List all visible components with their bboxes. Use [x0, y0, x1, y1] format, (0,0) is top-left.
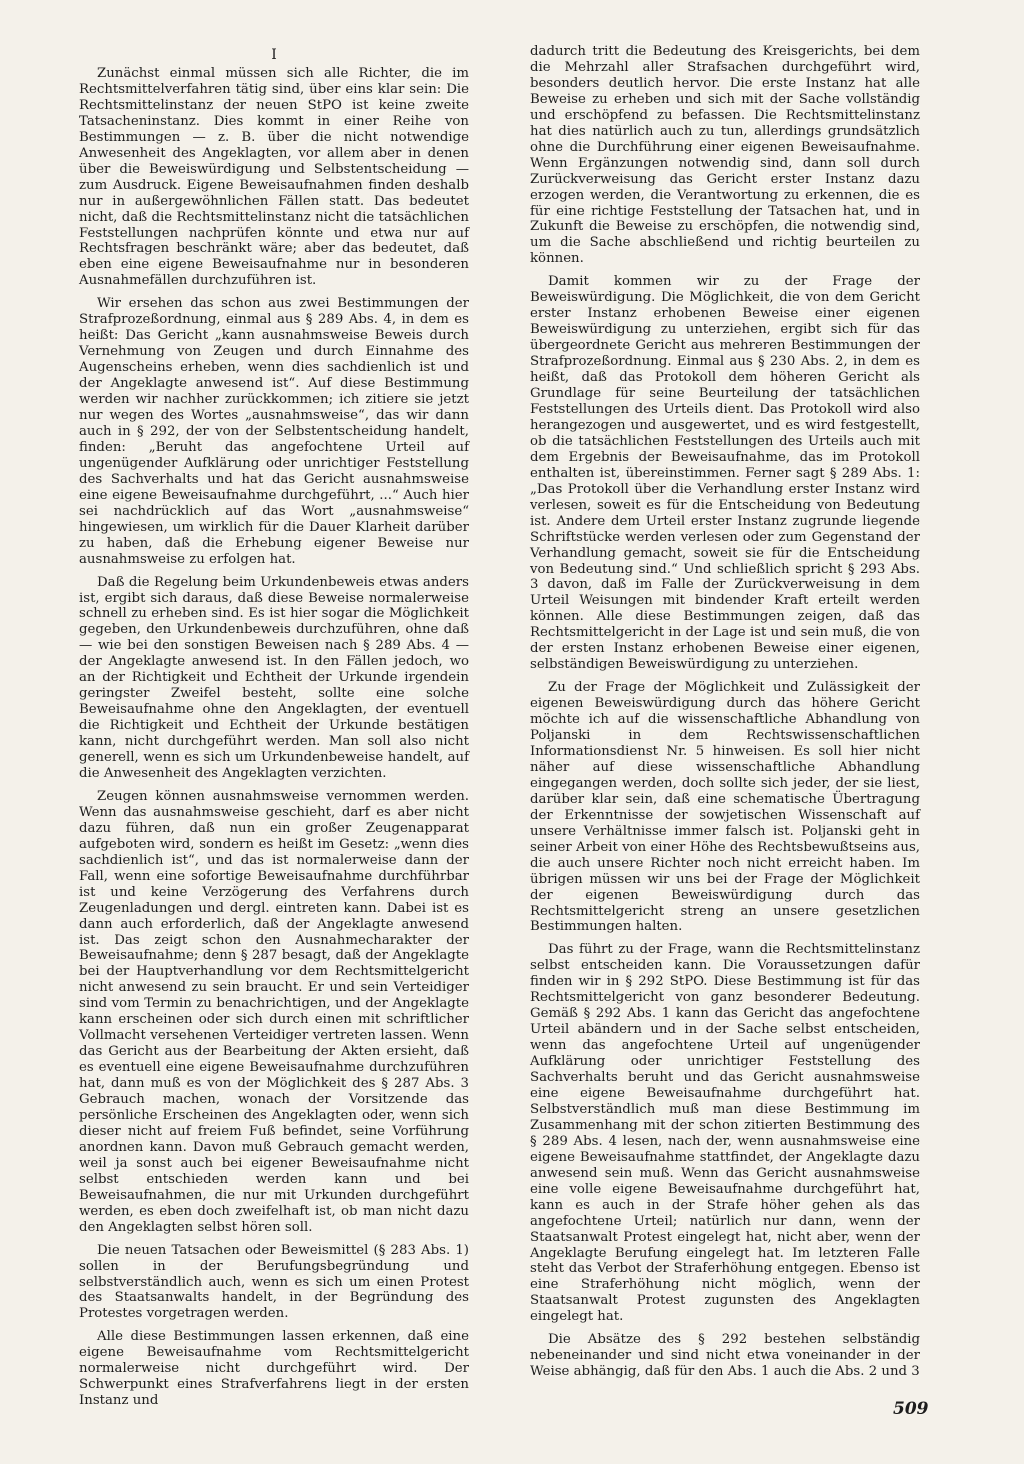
section-heading: I [271, 47, 277, 63]
right-column [530, 44, 920, 1387]
left-column [79, 48, 469, 1416]
page-number: 509 [893, 1399, 929, 1419]
paragraph: Die Absätze des § 292 bestehen selbständig nebeneinander und sind nicht etwa voneinander in der Weise abhängig, daß für den Abs. 1 auch die Abs. 2 und 3 [530, 1332, 920, 1380]
paragraph: Das führt zu der Frage, wann die Rechtsmittelinstanz selbst entscheiden kann. Die Voraussetzungen dafür finden wir in § 292 StPO. Diese Bestimmung ist für das Rechtsmittelgericht von ganz besonderer Bedeutung. Gemäß § 292 Abs. 1 kann das Gericht das angefochtene Urteil abändern und in der Sache selbst entscheiden, wenn das angefochtene Urteil auf ungenügender Aufklärung oder unrichtiger Feststellung des Sachverhalts beruht und das Gericht ausnahmsweise eine eigene Beweisaufnahme durchgeführt hat. Selbstverständlich muß man diese Bestimmung im Zusammenhang mit der schon zitierten Bestimmung des § 289 Abs. 4 lesen, nach der, wenn ausnahmsweise eine eigene Beweisaufnahme stattfindet, der Angeklagte dazu anwesend sein muß. Wenn das Gericht ausnahmsweise eine volle eigene Beweisaufnahme durchgeführt hat, kann es auch in der Strafe höher gehen als das angefochtene Urteil; natürlich nur dann, wenn der Staatsanwalt Protest eingelegt hat, nicht aber, wenn der Angeklagte Berufung eingelegt hat. Im letzteren Falle steht das Verbot der Straferhöhung entgegen. Ebenso ist eine Straferhöhung nicht möglich, wenn der Staatsanwalt Protest zugunsten des Angeklagten eingelegt hat. [530, 942, 920, 1325]
paragraph: Daß die Regelung beim Urkundenbeweis etwas anders ist, ergibt sich daraus, daß diese Beweise normalerweise schnell zu erheben sind. Es ist hier sogar die Möglichkeit gegeben, den Urkundenbeweis durchzuführen, ohne daß — wie bei den sonstigen Beweisen nach § 289 Abs. 4 — der Angeklagte anwesend ist. In den Fällen jedoch, wo an der Richtigkeit und Echtheit der Urkunde irgendein geringster Zweifel besteht, sollte eine solche Beweisaufnahme ohne den Angeklagten, der eventuell die Richtigkeit und Echtheit der Urkunde bestätigen kann, nicht durchgeführt werden. Man soll also nicht generell, wenn es sich um Urkundenbeweise handelt, auf die Anwesenheit des Angeklagten verzichten. [79, 574, 469, 781]
paragraph: Damit kommen wir zu der Frage der Beweiswürdigung. Die Möglichkeit, die von dem Gericht erster Instanz erhobenen Beweise einer eigenen Beweiswürdigung zu unterziehen, ergibt sich für das übergeordnete Gericht aus mehreren Bestimmungen der Strafprozeßordnung. Einmal aus § 230 Abs. 2, in dem es heißt, daß das Protokoll dem höheren Gericht als Grundlage für seine Beurteilung der tatsächlichen Feststellungen des Urteils dient. Das Protokoll wird also herangezogen und ausgewertet, und es wird festgestellt, ob die tatsächlichen Feststellungen des Urteils auch mit dem Ergebnis der Beweisaufnahme, das im Protokoll enthalten ist, übereinstimmen. Ferner sagt § 289 Abs. 1: „Das Protokoll über die Verhandlung erster Instanz wird verlesen, soweit es für die Entscheidung von Bedeutung ist. Andere dem Urteil erster Instanz zugrunde liegende Schriftstücke werden verlesen oder zum Gegenstand der Verhandlung gemacht, soweit sie für die Entscheidung von Bedeutung sind.“ Und schließlich spricht § 293 Abs. 3 davon, daß im Falle der Zurückverweisung in dem Urteil Weisungen mit bindender Kraft erteilt werden können. Alle diese Bestimmungen zeigen, daß das Rechtsmittelgericht in der Lage ist und sein muß, die von der ersten Instanz erhobenen Beweise einer eigenen, selbständigen Beweiswürdigung zu unterziehen. [530, 274, 920, 673]
paragraph: dadurch tritt die Bedeutung des Kreisgerichts, bei dem die Mehrzahl aller Strafsachen durchgeführt wird, besonders deutlich hervor. Die erste Instanz hat alle Beweise zu erheben und sich mit der Sache vollständig und erschöpfend zu befassen. Die Rechtsmittelinstanz hat dies natürlich auch zu tun, allerdings grundsätzlich ohne die Durchführung einer eigenen Beweisaufnahme. Wenn Ergänzungen notwendig sind, dann soll durch Zurückverweisung das Gericht erster Instanz dazu erzogen werden, die Verantwortung zu erkennen, die es für eine richtige Feststellung der Tatsachen hat, und in Zukunft die Beweise zu erschöpfen, die notwendig sind, um die Sache abschließend und richtig beurteilen zu können. [530, 44, 920, 267]
paragraph: Wir ersehen das schon aus zwei Bestimmungen der Strafprozeßordnung, einmal aus § 289 Abs. 4, in dem es heißt: Das Gericht „kann ausnahmsweise Beweis durch Vernehmung von Zeugen und durch Einnahme des Augenscheins erheben, wenn dies sachdienlich ist und der Angeklagte anwesend ist“. Auf diese Bestimmung werden wir nachher zurückkommen; ich zitiere sie jetzt nur wegen des Wortes „ausnahmsweise“, das wir dann auch in § 292, der von der Selbstentscheidung handelt, finden: „Beruht das angefochtene Urteil auf ungenügender Aufklärung oder unrichtiger Feststellung des Sachverhalts und hat das Gericht ausnahmsweise eine eigene Beweisaufnahme durchgeführt, ...“ Auch hier sei nachdrücklich auf das Wort „ausnahmsweise“ hingewiesen, um wirklich für die Dauer Klarheit darüber zu haben, daß die Erhebung eigener Beweise nur ausnahmsweise zu erfolgen hat. [79, 296, 469, 567]
paragraph: Alle diese Bestimmungen lassen erkennen, daß eine eigene Beweisaufnahme vom Rechtsmittelgericht normalerweise nicht durchgeführt wird. Der Schwerpunkt eines Strafverfahrens liegt in der ersten Instanz und [79, 1329, 469, 1409]
paragraph: Zeugen können ausnahmsweise vernommen werden. Wenn das ausnahmsweise geschieht, darf es aber nicht dazu führen, daß nun ein großer Zeugenapparat aufgeboten wird, sondern es heißt im Gesetz: „wenn dies sachdienlich ist“, und das ist normalerweise dann der Fall, wenn eine sofortige Beweisaufnahme durchführbar ist und keine Verzögerung des Verfahrens durch Zeugenladungen und dergl. eintreten kann. Dabei ist es dann auch erforderlich, daß der Angeklagte anwesend ist. Das zeigt schon den Ausnahmecharakter der Beweisaufnahme; denn § 287 besagt, daß der Angeklagte bei der Hauptverhandlung vor dem Rechtsmittelgericht nicht anwesend zu sein braucht. Er und sein Verteidiger sind vom Termin zu benachrichtigen, und der Angeklagte kann erscheinen oder sich durch einen mit schriftlicher Vollmacht versehenen Verteidiger vertreten lassen. Wenn das Gericht aus der Bearbeitung der Akten ersieht, daß es eventuell eine eigene Beweisaufnahme durchzuführen hat, dann muß es von der Möglichkeit des § 287 Abs. 3 Gebrauch machen, wonach der Vorsitzende das persönliche Erscheinen des Angeklagten oder, wenn sich dieser nicht auf freiem Fuß befindet, seine Vorführung anordnen kann. Davon muß Gebrauch gemacht werden, weil ja sonst auch bei eigener Beweisaufnahme nicht selbst entschieden werden kann und bei Beweisaufnahmen, die nur mit Urkunden durchgeführt werden, es eben doch zweifelhaft ist, ob man nicht dazu den Angeklagten selbst hören soll. [79, 788, 469, 1235]
paragraph: Zu der Frage der Möglichkeit und Zulässigkeit der eigenen Beweiswürdigung durch das höhere Gericht möchte ich auf die wissenschaftliche Abhandlung von Poljanski in dem Rechtswissenschaftlichen Informationsdienst Nr. 5 hinweisen. Es soll hier nicht näher auf diese wissenschaftliche Abhandlung eingegangen werden, doch sollte sich jeder, der sie liest, darüber klar sein, daß eine schematische Übertragung der Erkenntnisse der sowjetischen Wissenschaft auf unsere Verhältnisse immer falsch ist. Poljanski geht in seiner Arbeit von einer Höhe des Rechtsbewußtseins aus, die auch unsere Richter noch nicht erreicht haben. Im übrigen müssen wir uns bei der Frage der Möglichkeit der eigenen Beweiswürdigung durch das Rechtsmittelgericht streng an unsere gesetzlichen Bestimmungen halten. [530, 680, 920, 935]
paragraph: Zunächst einmal müssen sich alle Richter, die im Rechtsmittelverfahren tätig sind, über eins klar sein: Die Rechtsmittelinstanz der neuen StPO ist keine zweite Tatsacheninstanz. Dies kommt in einer Reihe von Bestimmungen — z. B. über die nicht notwendige Anwesenheit des Angeklagten, vor allem aber in denen über die Beweiswürdigung und Selbstentscheidung — zum Ausdruck. Eigene Beweisaufnahmen finden deshalb nur in außergewöhnlichen Fällen statt. Das bedeutet nicht, daß die Rechtsmittelinstanz nicht die tatsächlichen Feststellungen nachprüfen könnte und etwa nur auf Rechtsfragen beschränkt wäre; aber das bedeutet, daß eben eine eigene Beweisaufnahme nur in besonderen Ausnahmefällen durchzuführen ist. [79, 66, 469, 289]
paragraph: Die neuen Tatsachen oder Beweismittel (§ 283 Abs. 1) sollen in der Berufungsbegründung und selbstverständlich auch, wenn es sich um einen Protest des Staatsanwalts handelt, in der Begründung des Protestes vorgetragen werden. [79, 1242, 469, 1322]
